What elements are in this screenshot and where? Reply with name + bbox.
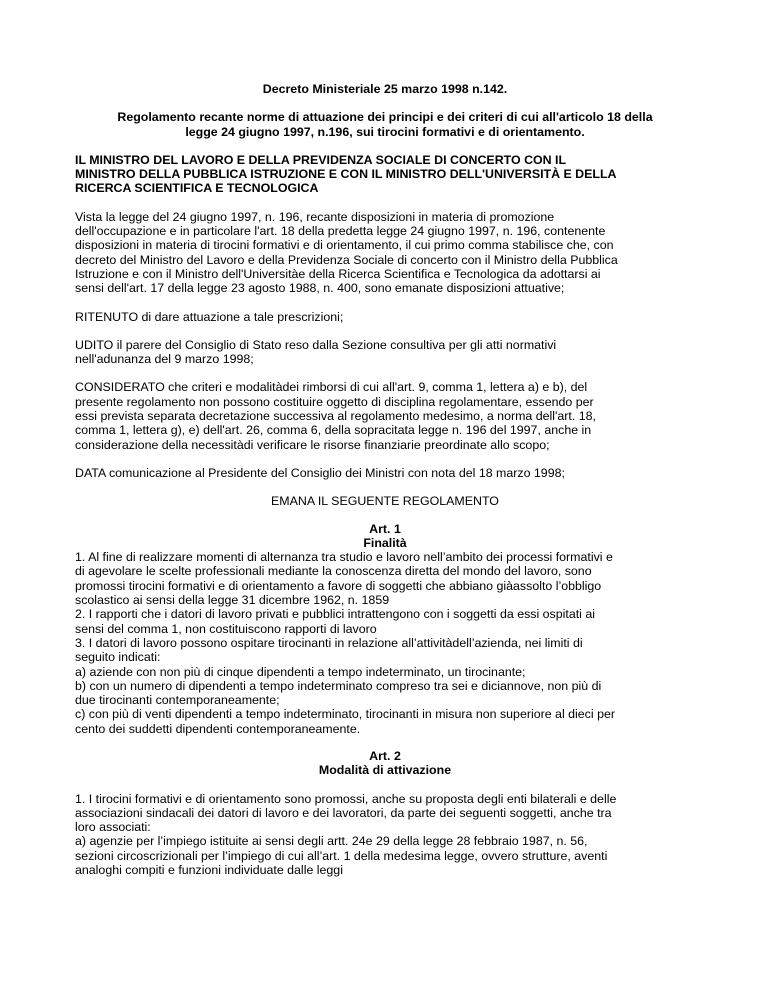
- text-line: c) con più di venti dipendenti a tempo indeterminato, tirocinanti in misura non superiore al dieci per: [75, 707, 615, 722]
- document-page: [75, 82, 695, 877]
- article-1-heading: [75, 522, 695, 551]
- paragraph-vista: [75, 210, 695, 296]
- text-line: di agevolare le scelte professionali mediante la conoscenza diretta del mondo del lavoro, sono: [75, 564, 592, 579]
- paragraph-data: [75, 466, 695, 480]
- article-2-heading: [75, 749, 695, 778]
- article-1-body: [75, 550, 695, 736]
- subtitle-line: Regolamento recante norme di attuazione dei principi e dei criteri di cui all'articolo 18 della: [117, 110, 653, 125]
- text-line: loro associati:: [75, 820, 151, 835]
- text-line: decreto del Ministro del Lavoro e della Previdenza Sociale di concerto con il Ministro della Pubblica: [75, 252, 618, 267]
- text-line: a) aziende con non più di cinque dipendenti a tempo indeterminato, un tirocinante;: [75, 664, 526, 679]
- text-line: sezioni circoscrizionali per l’impiego di cui all’art. 1 della medesima legge, ovvero strutture, aventi: [75, 848, 608, 863]
- text-line: essi prevista separata decretazione successiva al regolamento medesimo, a norma dell'art. 18,: [75, 409, 596, 424]
- paragraph-ritenuto: [75, 310, 695, 324]
- text-line: associazioni sindacali dei datori di lavoro e dei lavoratori, da parte dei seguenti soggetti, anche tra: [75, 805, 612, 820]
- text-line: nell'adunanza del 9 marzo 1998;: [75, 352, 254, 367]
- minister-heading: [75, 153, 695, 196]
- emana-heading: EMANA IL SEGUENTE REGOLAMENTO: [271, 494, 499, 509]
- text-line: dell'occupazione e in particolare l'art. 18 della predetta legge 24 giugno 1997, n. 196, contenente: [75, 224, 606, 239]
- article-title: Modalità di attivazione: [318, 763, 452, 778]
- text-line: a) agenzie per l’impiego istituite ai sensi degli artt. 24e 29 della legge 28 febbraio 1987, n. 56,: [75, 834, 588, 849]
- document-subtitle: [75, 110, 695, 139]
- minister-line: MINISTRO DELLA PUBBLICA ISTRUZIONE E CON IL MINISTRO DELL'UNIVERSITÀ E DELLA: [75, 167, 617, 182]
- text-line: 1. I tirocini formativi e di orientamento sono promossi, anche su proposta degli enti bilaterali e delle: [75, 791, 617, 806]
- paragraph-udito: [75, 338, 695, 367]
- text-line: seguito indicati:: [75, 650, 161, 665]
- text-line: disposizioni in materia di tirocini formativi e di orientamento, il cui primo comma stabilisce che, con: [75, 238, 614, 253]
- text-line: sensi dell'art. 17 della legge 23 agosto 1988, n. 400, sono emanate disposizioni attuative;: [75, 281, 565, 296]
- text-line: scolastico ai sensi della legge 31 dicembre 1962, n. 1859: [75, 593, 390, 608]
- text-line: analoghi compiti e funzioni individuate dalle leggi: [75, 863, 343, 878]
- text-line: b) con un numero di dipendenti a tempo indeterminato compreso tra sei e diciannove, non più di: [75, 678, 602, 693]
- text-line: 1. Al fine di realizzare momenti di alternanza tra studio e lavoro nell’ambito dei processi formativi e: [75, 550, 613, 565]
- article-number: Art. 2: [369, 748, 401, 763]
- text-line: sensi del comma 1, non costituiscono rapporti di lavoro: [75, 621, 377, 636]
- article-number: Art. 1: [369, 521, 401, 536]
- text-line: RITENUTO di dare attuazione a tale prescrizioni;: [75, 309, 344, 324]
- minister-line: RICERCA SCIENTIFICA E TECNOLOGICA: [75, 181, 319, 196]
- document-title: Decreto Ministeriale 25 marzo 1998 n.142.: [262, 82, 508, 96]
- text-line: due tirocinanti contemporaneamente;: [75, 693, 280, 708]
- text-line: cento dei suddetti dipendenti contemporaneamente.: [75, 721, 361, 736]
- article-title: Finalità: [363, 535, 407, 550]
- text-line: considerazione della necessitàdi verificare le risorse finanziarie preordinate allo scopo;: [75, 437, 550, 452]
- text-line: UDITO il parere del Consiglio di Stato reso dalla Sezione consultiva per gli atti normativi: [75, 337, 557, 352]
- text-line: Vista la legge del 24 giugno 1997, n. 196, recante disposizioni in materia di promozione: [75, 209, 555, 224]
- subtitle-line: legge 24 giugno 1997, n.196, sui tirocini formativi e di orientamento.: [185, 124, 585, 139]
- text-line: comma 1, lettera g), e) dell'art. 26, comma 6, della sopracitata legge n. 196 del 1997, anche in: [75, 423, 592, 438]
- article-2-body: [75, 792, 695, 878]
- text-line: 2. I rapporti che i datori di lavoro privati e pubblici intrattengono con i soggetti da essi ospitati ai: [75, 607, 596, 622]
- text-line: presente regolamento non possono costituire oggetto di disciplina regolamentare, essendo per: [75, 394, 594, 409]
- text-line: Istruzione e con il Ministro dell'Universitàe della Ricerca Scientifica e Tecnologica da adottarsi ai: [75, 266, 601, 281]
- paragraph-considerato: [75, 380, 695, 451]
- text-line: CONSIDERATO che criteri e modalitàdei rimborsi di cui all'art. 9, comma 1, lettera a) e b), del: [75, 380, 588, 395]
- text-line: promossi tirocini formativi e di orientamento a favore di soggetti che abbiano giàassolto l’obbligo: [75, 578, 602, 593]
- text-line: 3. I datori di lavoro possono ospitare tirocinanti in relazione all’attivitàdell’azienda, nei limiti di: [75, 635, 583, 650]
- text-line: DATA comunicazione al Presidente del Consiglio dei Ministri con nota del 18 marzo 1998;: [75, 465, 565, 480]
- minister-line: IL MINISTRO DEL LAVORO E DELLA PREVIDENZA SOCIALE DI CONCERTO CON IL: [75, 152, 567, 167]
